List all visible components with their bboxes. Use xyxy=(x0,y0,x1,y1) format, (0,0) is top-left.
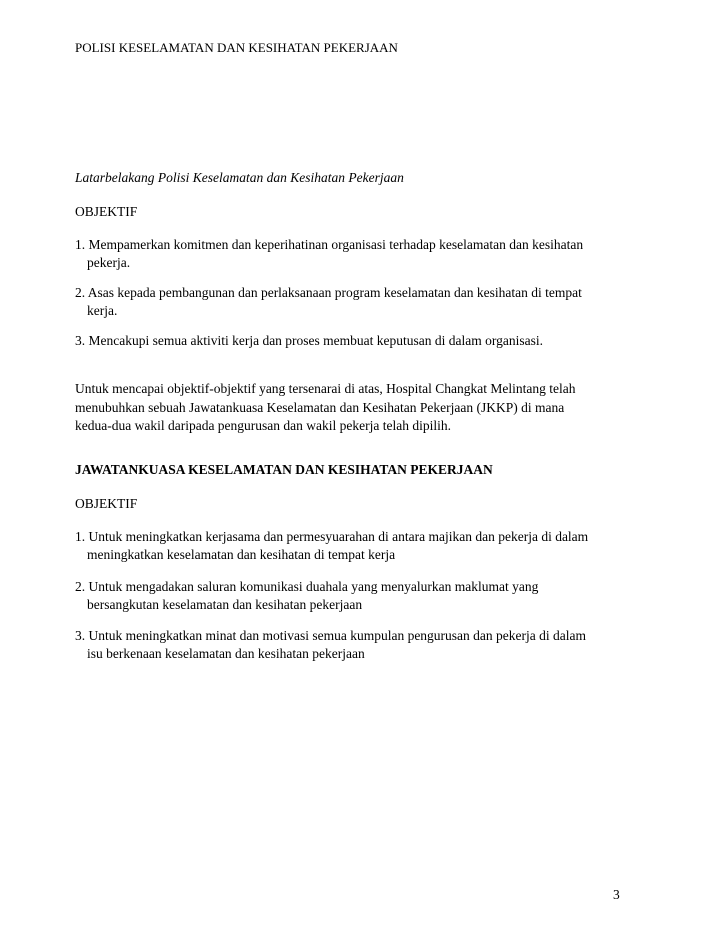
paragraph-line: Untuk mencapai objektif-objektif yang tersenarai di atas, Hospital Changkat Melintang telah xyxy=(75,381,576,396)
list-item-line: 3. Mencakupi semua aktiviti kerja dan proses membuat keputusan di dalam organisasi. xyxy=(75,333,544,348)
list-item xyxy=(75,528,635,564)
list-item-continuation: meningkatkan keselamatan dan kesihatan di tempat kerja xyxy=(87,547,396,562)
list-item-line: 1. Untuk meningkatkan kerjasama dan permesyuarahan di antara majikan dan pekerja di dalam xyxy=(75,529,589,544)
list-item-line: 1. Mempamerkan komitmen dan keperihatinan organisasi terhadap keselamatan dan kesihatan xyxy=(75,237,584,252)
page-number: 3 xyxy=(613,887,620,902)
list-item-line: 3. Untuk meningkatkan minat dan motivasi semua kumpulan pengurusan dan pekerja di dalam xyxy=(75,628,587,643)
objective-label: OBJEKTIF xyxy=(75,204,138,219)
list-item-continuation: pekerja. xyxy=(87,255,131,270)
paragraph-line: kedua-dua wakil daripada pengurusan dan wakil pekerja telah dipilih. xyxy=(75,418,451,433)
list-item xyxy=(75,284,635,320)
list-item xyxy=(75,332,635,350)
list-item-continuation: isu berkenaan keselamatan dan kesihatan pekerjaan xyxy=(87,646,365,661)
paragraph-line: menubuhkan sebuah Jawatankuasa Keselamatan dan Kesihatan Pekerjaan (JKKP) di mana xyxy=(75,399,565,415)
list-item-line: 2. Asas kepada pembangunan dan perlaksanaan program keselamatan dan kesihatan di tempat xyxy=(75,285,582,300)
list-item-line: 2. Untuk mengadakan saluran komunikasi duahala yang menyalurkan maklumat yang xyxy=(75,579,539,594)
list-item-continuation: bersangkutan keselamatan dan kesihatan pekerjaan xyxy=(87,597,363,612)
list-item xyxy=(75,627,635,663)
section-heading: JAWATANKUASA KESELAMATAN DAN KESIHATAN PEKERJAAN xyxy=(75,462,493,477)
list-item-continuation: kerja. xyxy=(87,303,118,318)
objective-label: OBJEKTIF xyxy=(75,496,138,511)
document-header: POLISI KESELAMATAN DAN KESIHATAN PEKERJAAN xyxy=(75,40,398,55)
section-subtitle: Latarbelakang Polisi Keselamatan dan Kesihatan Pekerjaan xyxy=(75,170,404,185)
body-paragraph xyxy=(75,380,635,436)
list-item xyxy=(75,578,635,614)
list-item xyxy=(75,236,635,272)
